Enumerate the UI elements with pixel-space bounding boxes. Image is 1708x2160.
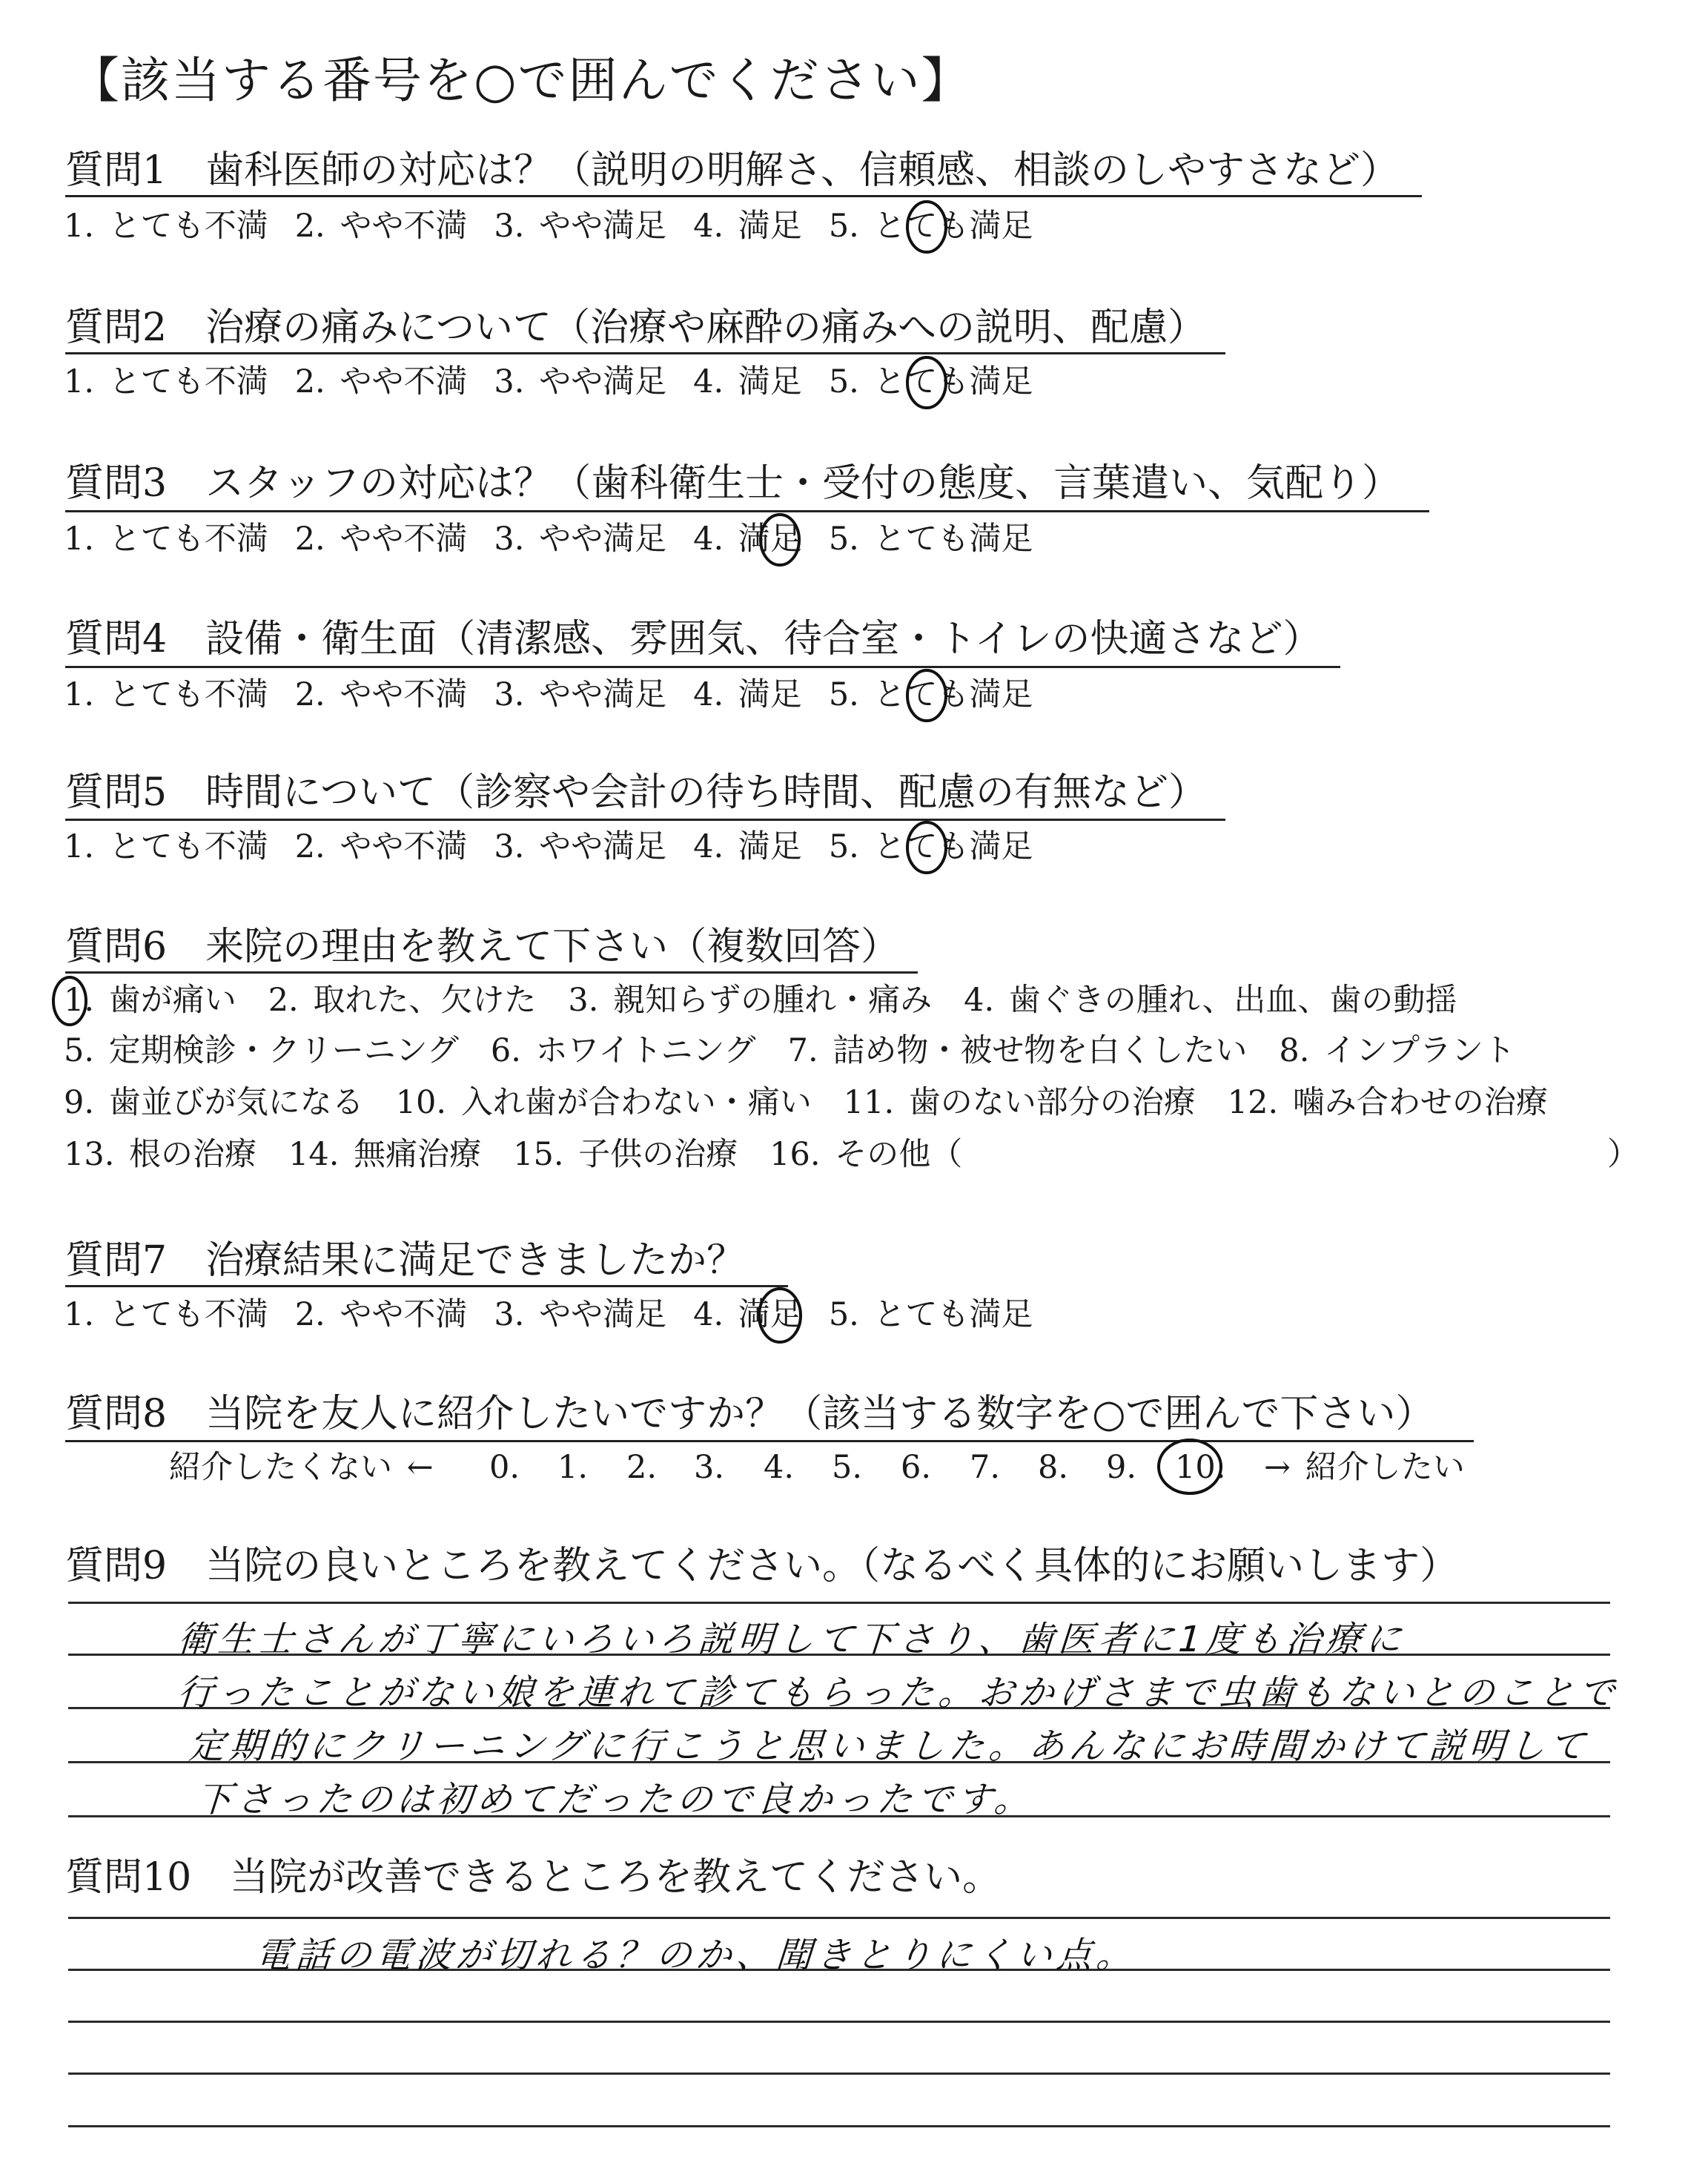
q10-answer-line-1: 電話の電波が切れる？のか、聞きとりにくい点。 — [254, 1935, 1138, 1976]
q7-option-1[interactable]: 1. とても不満 — [64, 1296, 268, 1333]
q8-selected-circle — [1159, 1440, 1221, 1493]
q9-answer-line-4: 下さったのは初めてだったので良かったです。 — [194, 1779, 1036, 1820]
q1-option-2[interactable]: 2. やや不満 — [294, 208, 468, 245]
q2-option-2[interactable]: 2. やや不満 — [294, 363, 468, 400]
q3-option-2[interactable]: 2. やや不満 — [294, 521, 468, 558]
q1-option-1[interactable]: 1. とても不満 — [64, 208, 268, 245]
question-6-title: 質問6 来院の理由を教えて下さい（複数回答） — [65, 925, 900, 969]
question-9-title: 質問9 当院の良いところを教えてください。（なるべく具体的にお願いします） — [65, 1544, 1459, 1588]
question-6-row-4[interactable]: 13. 根の治療 14. 無痛治療 15. 子供の治療 16. その他（ — [64, 1136, 963, 1173]
question-6-row-2[interactable]: 5. 定期検診・クリーニング 6. ホワイトニング 7. 詰め物・被せ物を白くしたい 8. インプラント — [64, 1032, 1516, 1069]
nps-option-9[interactable]: 9. — [1106, 1449, 1137, 1486]
q7-option-4[interactable]: 4. 満足 — [693, 1296, 802, 1333]
q2-option-4[interactable]: 4. 満足 — [693, 363, 802, 400]
nps-option-1[interactable]: 1. — [557, 1449, 589, 1486]
nps-option-7[interactable]: 7. — [970, 1449, 1001, 1486]
q1-selected-circle — [907, 202, 946, 252]
nps-right-label: → 紹介したい — [1264, 1449, 1465, 1486]
nps-option-6[interactable]: 6. — [901, 1449, 932, 1486]
q2-option-1[interactable]: 1. とても不満 — [64, 363, 268, 400]
q1-option-5[interactable]: 5. とても満足 — [828, 208, 1033, 245]
q9-answer-line-1: 衛生士さんが丁寧にいろいろ説明して下さり、歯医者に1度も治療に — [176, 1619, 1408, 1660]
q6-selected-circle — [53, 977, 86, 1025]
q5-option-1[interactable]: 1. とても不満 — [64, 828, 268, 865]
question-1-title: 質問1 歯科医師の対応は？（説明の明解さ、信頼感、相談のしやすさなど） — [65, 148, 1400, 193]
q1-option-3[interactable]: 3. やや満足 — [494, 208, 667, 245]
q4-option-5[interactable]: 5. とても満足 — [828, 676, 1033, 713]
question-6-other-close: ） — [1607, 1136, 1639, 1173]
nps-left-label: 紹介したくない ← — [169, 1449, 434, 1486]
q2-selected-circle — [907, 357, 946, 408]
q2-option-3[interactable]: 3. やや満足 — [494, 363, 667, 400]
nps-option-4[interactable]: 4. — [764, 1449, 795, 1486]
nps-option-0[interactable]: 0. — [489, 1449, 520, 1486]
q4-option-3[interactable]: 3. やや満足 — [494, 676, 667, 713]
q9-answer-line-2: 行ったことがない娘を連れて診てもらった。おかげさまで虫歯もないとのことで — [176, 1672, 1621, 1714]
q7-selected-circle — [759, 1289, 801, 1342]
q1-option-4[interactable]: 4. 満足 — [693, 208, 802, 245]
q4-selected-circle — [907, 670, 946, 721]
question-5-title: 質問5 時間について（診察や会計の待ち時間、配慮の有無など） — [65, 770, 1208, 815]
q7-option-2[interactable]: 2. やや不満 — [294, 1296, 468, 1333]
q3-option-3[interactable]: 3. やや満足 — [494, 521, 667, 558]
q3-option-1[interactable]: 1. とても不満 — [64, 521, 268, 558]
q4-option-2[interactable]: 2. やや不満 — [294, 676, 468, 713]
question-10-title: 質問10 当院が改善できるところを教えてください。 — [65, 1855, 1002, 1900]
q3-selected-circle — [761, 515, 799, 565]
question-6-row-3[interactable]: 9. 歯並びが気になる 10. 入れ歯が合わない・痛い 11. 歯のない部分の治療 12. 噛み合わせの治療 — [64, 1084, 1548, 1121]
question-8-title: 質問8 当院を友人に紹介したいですか？（該当する数字を○で囲んで下さい） — [65, 1392, 1434, 1436]
question-2-title: 質問2 治療の痛みについて（治療や麻酔の痛みへの説明、配慮） — [65, 305, 1207, 350]
q5-option-2[interactable]: 2. やや不満 — [294, 828, 468, 865]
nps-option-2[interactable]: 2. — [626, 1449, 658, 1486]
page-header: 【該当する番号を○で囲んでください】 — [70, 52, 972, 109]
question-6-row-1[interactable]: 1. 歯が痛い 2. 取れた、欠けた 3. 親知らずの腫れ・痛み 4. 歯ぐきの腫れ、出血、歯の動揺 — [64, 982, 1457, 1019]
question-4-title: 質問4 設備・衛生面（清潔感、雰囲気、待合室・トイレの快適さなど） — [65, 617, 1322, 661]
q5-selected-circle — [907, 822, 946, 873]
q9-answer-line-3: 定期的にクリーニングに行こうと思いました。あんなにお時間かけて説明して — [187, 1725, 1591, 1767]
nps-option-3[interactable]: 3. — [694, 1449, 725, 1486]
nps-option-8[interactable]: 8. — [1038, 1449, 1069, 1486]
q7-option-3[interactable]: 3. やや満足 — [494, 1296, 667, 1333]
q7-option-5[interactable]: 5. とても満足 — [828, 1296, 1033, 1333]
nps-option-10[interactable]: 10. — [1175, 1449, 1226, 1486]
q3-option-5[interactable]: 5. とても満足 — [828, 521, 1033, 558]
q2-option-5[interactable]: 5. とても満足 — [828, 363, 1033, 400]
q3-option-4[interactable]: 4. 満足 — [693, 521, 802, 558]
nps-option-5[interactable]: 5. — [832, 1449, 863, 1486]
q5-option-4[interactable]: 4. 満足 — [693, 828, 802, 865]
q5-option-3[interactable]: 3. やや満足 — [494, 828, 667, 865]
q4-option-1[interactable]: 1. とても不満 — [64, 676, 268, 713]
q5-option-5[interactable]: 5. とても満足 — [828, 828, 1033, 865]
question-7-title: 質問7 治療結果に満足できましたか？ — [65, 1238, 746, 1283]
question-3-title: 質問3 スタッフの対応は？（歯科衛生士・受付の態度、言葉遣い、気配り） — [65, 461, 1401, 506]
q4-option-4[interactable]: 4. 満足 — [693, 676, 802, 713]
